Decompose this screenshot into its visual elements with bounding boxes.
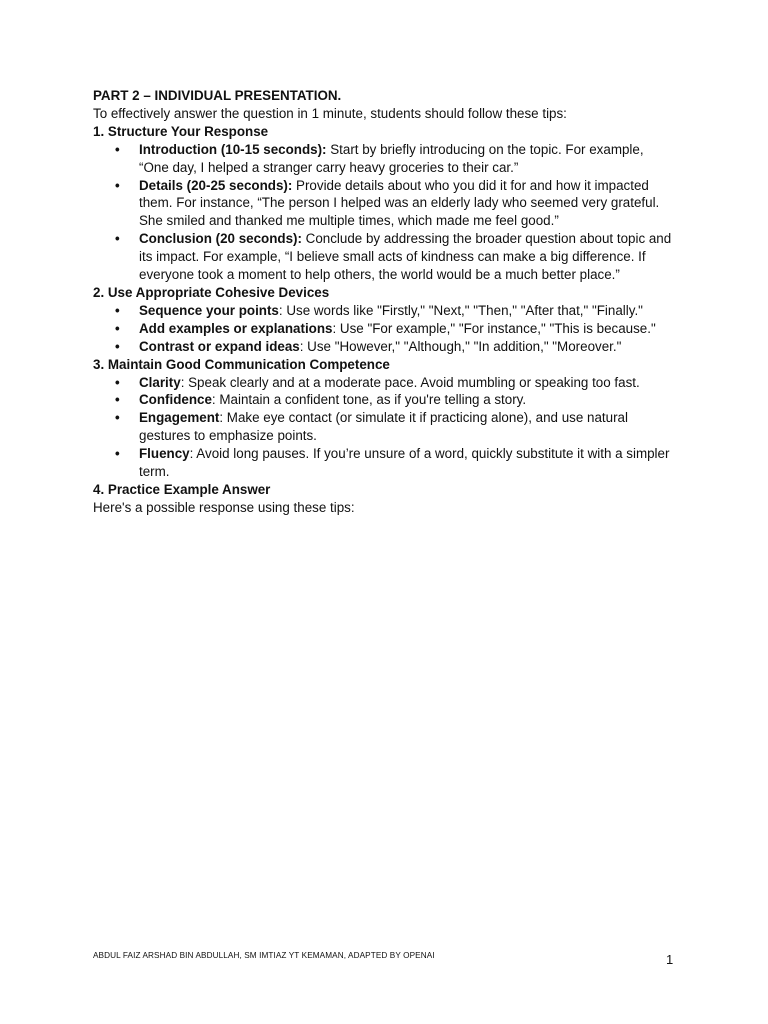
document-body [93, 87, 673, 517]
list-item [93, 338, 673, 356]
bullet-icon: • [115, 446, 120, 462]
tip-text: : Use "However," "Although," "In addition," "Moreover." [299, 338, 622, 354]
list-item [93, 177, 673, 231]
bullet-icon: • [115, 141, 120, 157]
tip-term: Sequence your points [139, 302, 279, 318]
list-item [93, 445, 673, 481]
list-item [93, 409, 673, 445]
list-item [93, 374, 673, 392]
tip-term: Introduction (10-15 seconds): [139, 141, 327, 157]
bullet-icon: • [115, 374, 120, 390]
tip-text: : Speak clearly and at a moderate pace. Avoid mumbling or speaking too fast. [180, 374, 640, 390]
structure-tips-list [93, 141, 673, 284]
section-heading-practice: 4. Practice Example Answer [93, 481, 271, 497]
tip-text: : Use "For example," "For instance," "This is because." [332, 320, 656, 336]
tip-term: Conclusion (20 seconds): [139, 231, 302, 247]
bullet-icon: • [115, 177, 120, 193]
tip-term: Details (20-25 seconds): [139, 177, 293, 193]
tip-text: Start by briefly introducing on the topic. For example, “One day, I helped a stranger carry heavy groceries to their car.” [139, 141, 644, 175]
bullet-icon: • [115, 410, 120, 426]
page-title: PART 2 – INDIVIDUAL PRESENTATION. [93, 88, 342, 103]
bullet-icon: • [115, 392, 120, 408]
tip-term: Confidence [139, 392, 212, 408]
intro-text: To effectively answer the question in 1 minute, students should follow these tips: [93, 105, 567, 121]
tip-term: Contrast or expand ideas [139, 338, 300, 354]
list-item [93, 320, 673, 338]
bullet-icon: • [115, 338, 120, 354]
tip-text: Provide details about who you did it for and how it impacted them. For instance, “The person I helped was an elderly lady who seemed very grateful. She smiled and thanked me multiple times, which made me feel good.” [139, 177, 660, 229]
tip-term: Add examples or explanations [139, 320, 333, 336]
tip-text: : Make eye contact (or simulate it if practicing alone), and use natural gestures to emphasize points. [139, 410, 628, 444]
communication-tips-list [93, 374, 673, 481]
list-item [93, 230, 673, 284]
tip-term: Fluency [139, 446, 190, 462]
section-heading-structure: 1. Structure Your Response [93, 123, 269, 139]
section-heading-cohesive-devices: 2. Use Appropriate Cohesive Devices [93, 284, 330, 300]
section-heading-communication: 3. Maintain Good Communication Competence [93, 356, 390, 372]
page-number: 1 [666, 952, 674, 967]
list-item [93, 302, 673, 320]
bullet-icon: • [115, 231, 120, 247]
tip-term: Engagement [139, 410, 220, 426]
list-item [93, 391, 673, 409]
bullet-icon: • [115, 320, 120, 336]
closing-text: Here's a possible response using these tips: [93, 499, 355, 515]
tip-text: : Use words like "Firstly," "Next," "Then," "After that," "Finally." [278, 302, 643, 318]
footer-credit: ABDUL FAIZ ARSHAD BIN ABDULLAH, SM IMTIAZ YT KEMAMAN, ADAPTED BY OPENAI [93, 951, 435, 960]
list-item [93, 141, 673, 177]
tip-text: : Maintain a confident tone, as if you're telling a story. [211, 392, 527, 408]
tip-term: Clarity [139, 374, 181, 390]
tip-text: Conclude by addressing the broader question about topic and its impact. For example, “I believe small acts of kindness can make a big difference. If everyone took a moment to help others, the world would be a much better place.” [139, 231, 672, 283]
tip-text: : Avoid long pauses. If you’re unsure of a word, quickly substitute it with a simpler term. [139, 446, 670, 480]
bullet-icon: • [115, 302, 120, 318]
cohesive-devices-list [93, 302, 673, 356]
